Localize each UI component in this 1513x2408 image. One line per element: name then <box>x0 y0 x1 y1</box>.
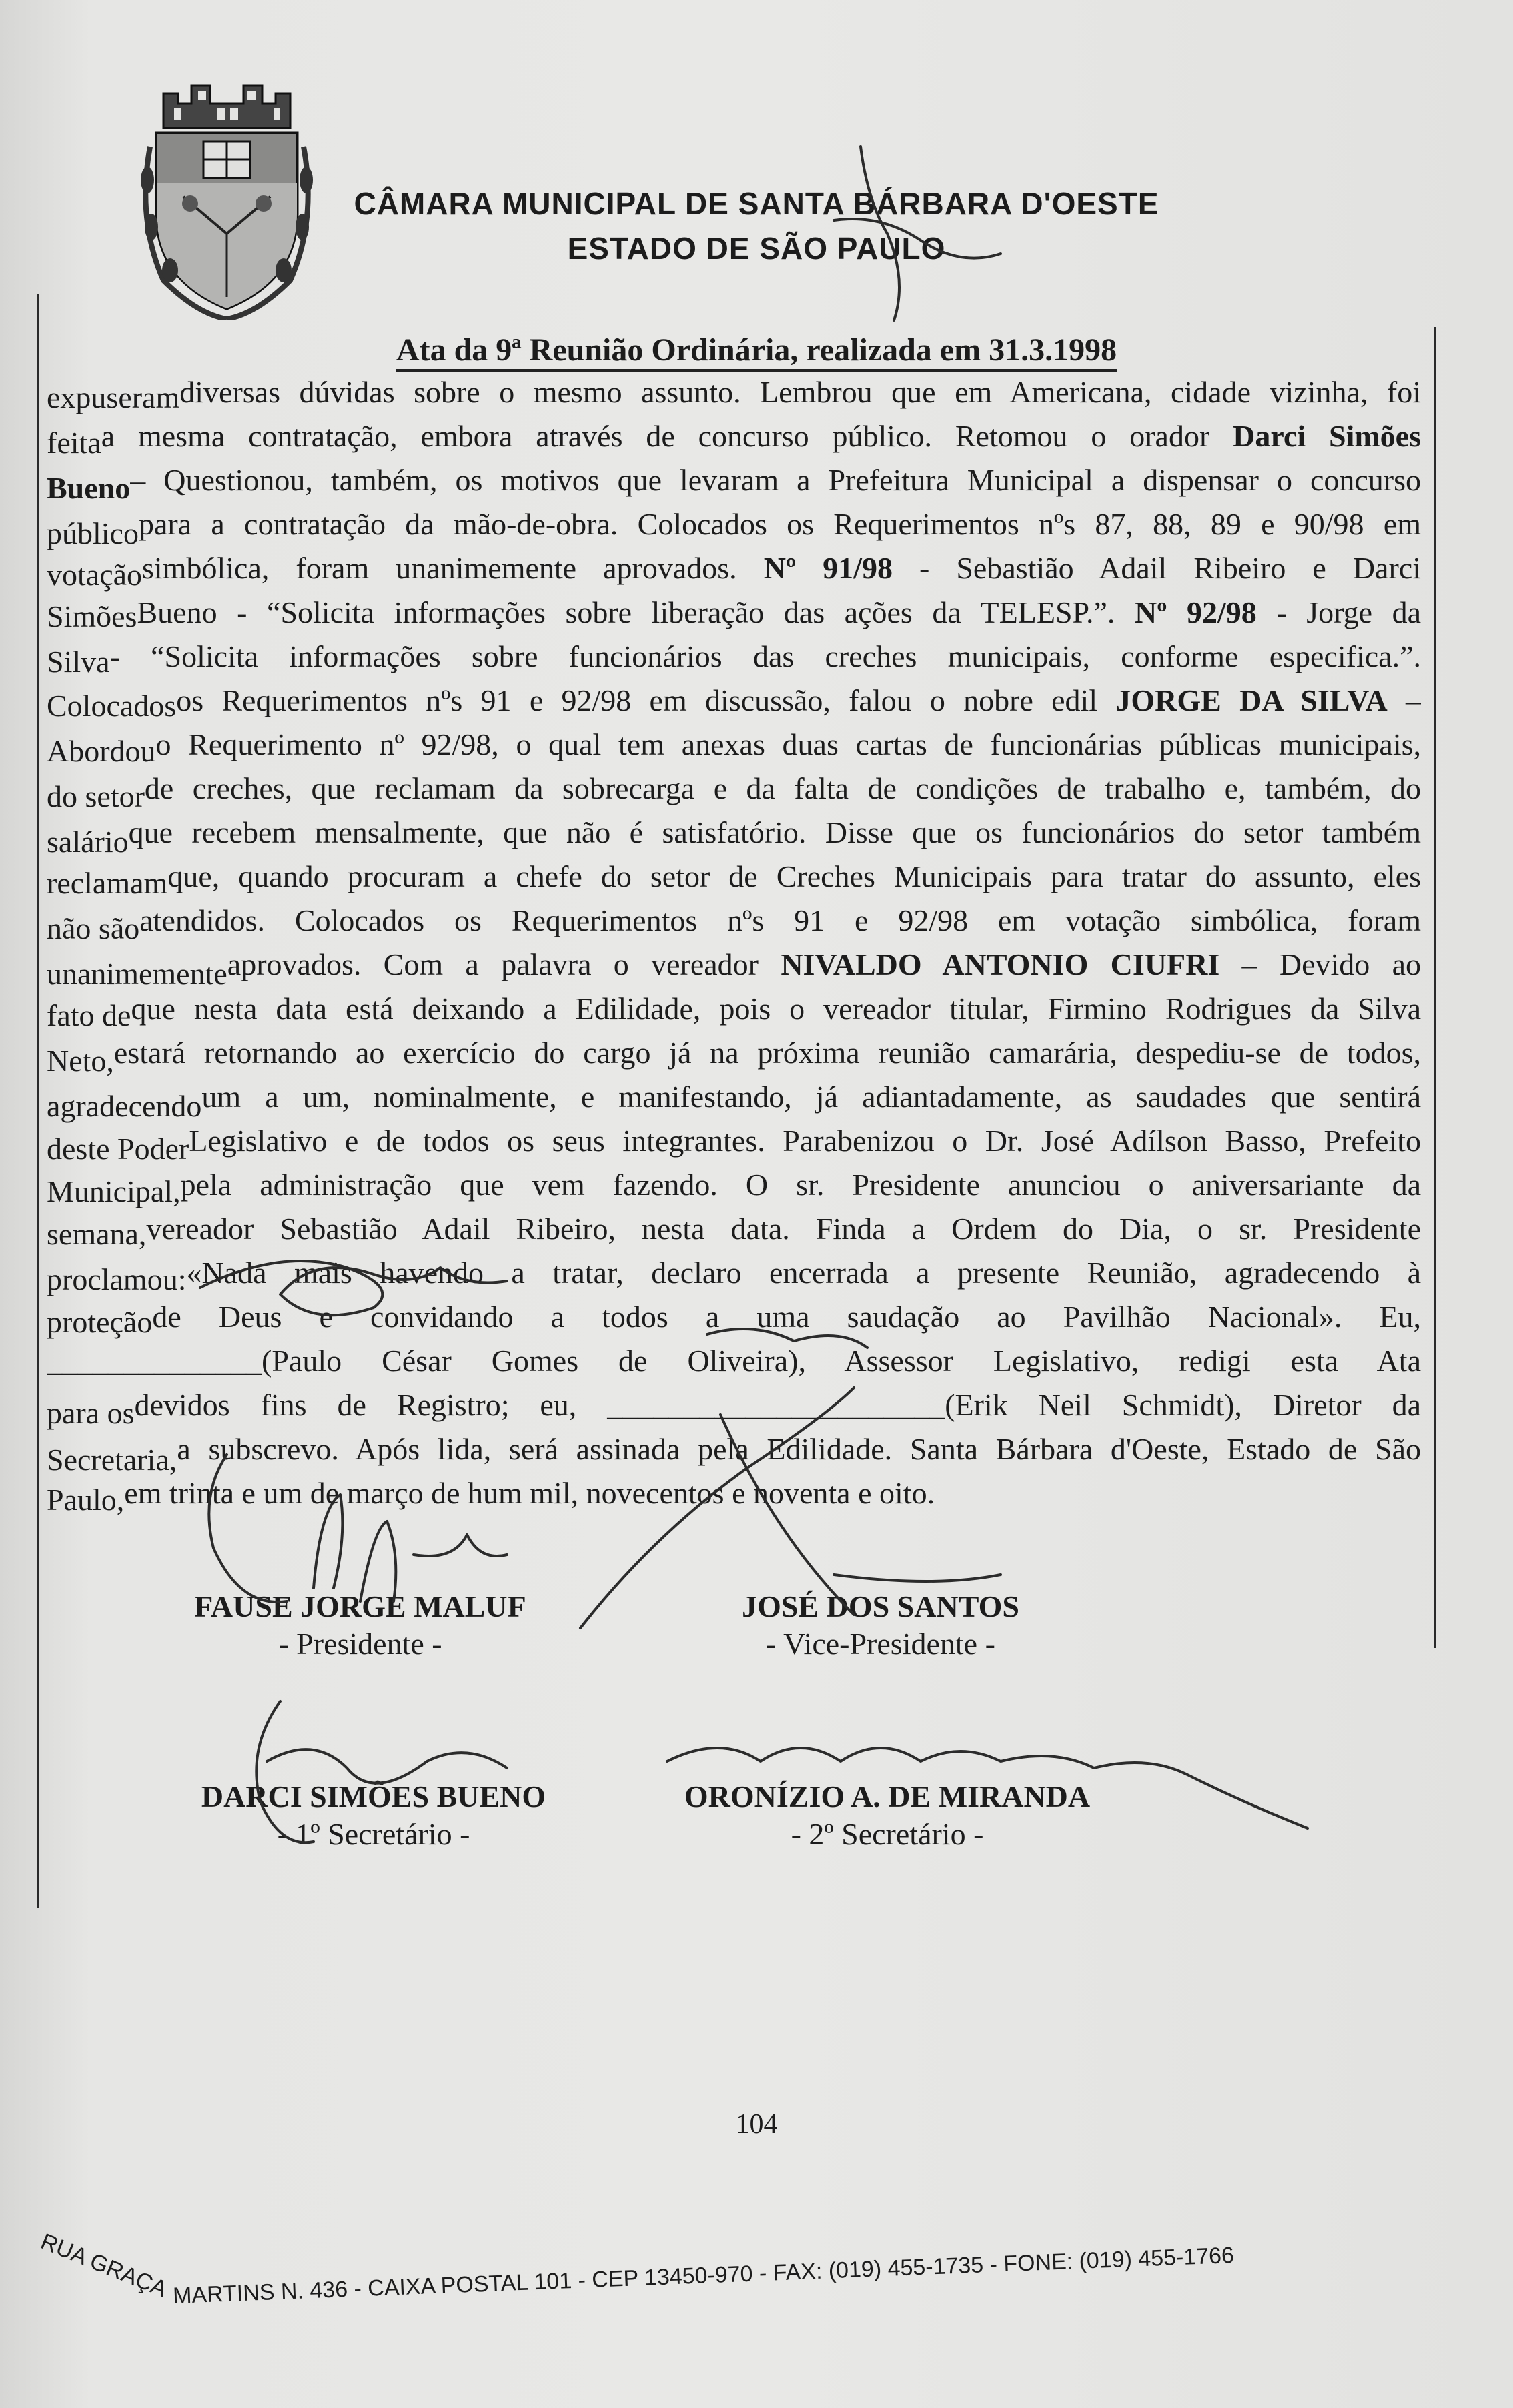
line-text <box>135 1383 1421 1427</box>
line-lead-word: Silva <box>47 645 110 679</box>
line-text <box>187 1251 1422 1295</box>
signatory-role: - Presidente - <box>278 1627 442 1661</box>
right-margin-rule <box>1434 327 1436 1648</box>
line-text <box>114 1031 1421 1075</box>
text-run: – Devido ao <box>1219 947 1421 981</box>
minutes-title-text: Ata da 9ª Reunião Ordinária, realizada em 31.3.1998 <box>396 332 1117 372</box>
line-lead-word: feita <box>47 426 101 460</box>
line-text <box>156 723 1421 767</box>
text-run: vereador Sebastião Adail Ribeiro, nesta data. Finda a Ordem do Dia, o sr. Presidente <box>146 1212 1421 1246</box>
text-run: Bueno - “Solicita informações sobre liberação das ações da TELESP.”. <box>137 595 1135 629</box>
signatory-role: - 1º Secretário - <box>277 1817 470 1851</box>
signatory-name: ORONÍZIO A. DE MIRANDA <box>684 1779 1091 1814</box>
text-run: Legislativo e de todos os seus integrantes. Parabenizou o Dr. José Adílson Basso, Prefeito <box>189 1124 1421 1158</box>
signatory-name: FAUSE JORGE MALUF <box>194 1589 526 1623</box>
text-run: pela administração que vem fazendo. O sr. Presidente anunciou o aniversariante da <box>180 1168 1421 1202</box>
text-run: - “Solicita informações sobre funcionários das creches municipais, conforme especifica.”. <box>109 639 1421 673</box>
line-lead-word: agradecendo <box>47 1089 202 1123</box>
line-lead-word: Colocados <box>47 689 177 723</box>
body-line <box>47 502 1421 550</box>
bold-text-run: Nº 92/98 <box>1135 595 1257 629</box>
text-run: atendidos. Colocados os Requerimentos nºs 91 e 92/98 em votação simbólica, foram <box>139 903 1421 937</box>
body-line <box>47 370 1421 414</box>
body-line <box>47 987 1421 1031</box>
line-lead-word: deste Poder <box>47 1132 189 1166</box>
line-lead-word: reclamam <box>47 866 168 900</box>
footer-address <box>37 2229 1448 2335</box>
line-lead-word: Bueno <box>47 471 131 505</box>
line-text <box>152 1295 1421 1339</box>
body-line <box>47 1295 1421 1339</box>
line-text <box>131 987 1421 1031</box>
line-lead-word: público <box>47 516 139 550</box>
signatory-vice-president <box>640 1588 1121 1663</box>
body-line <box>47 855 1421 899</box>
line-lead-word: semana, <box>47 1217 147 1251</box>
text-run: – <box>1387 683 1421 717</box>
body-line <box>47 1383 1421 1430</box>
bold-text-run: Nº 91/98 <box>763 551 893 585</box>
line-text <box>110 635 1421 679</box>
line-text <box>145 767 1421 811</box>
bold-text-run: NIVALDO ANTONIO CIUFRI <box>781 947 1220 981</box>
line-lead-word: para os <box>47 1396 135 1430</box>
text-run: ______________(Paulo César Gomes de Oliveira), Assessor Legislativo, redigi esta Ata <box>47 1344 1421 1378</box>
body-line <box>47 414 1421 458</box>
body-line <box>47 635 1421 679</box>
text-run: - Jorge da <box>1256 595 1421 629</box>
text-run: de creches, que reclamam da sobrecarga e da falta de condições de trabalho e, também, do <box>144 771 1421 805</box>
text-run: de Deus e convidando a todos a uma saudação ao Pavilhão Nacional». Eu, <box>152 1300 1421 1334</box>
signatory-role: - Vice-Presidente - <box>766 1627 995 1661</box>
line-lead-word: do setor <box>47 779 145 813</box>
text-run: a mesma contratação, embora através de concurso público. Retomou o orador <box>101 419 1233 453</box>
body-line <box>47 679 1421 723</box>
line-text <box>130 458 1421 502</box>
body-line <box>47 1251 1421 1295</box>
council-name-heading: CÂMARA MUNICIPAL DE SANTA BÁRBARA D'OESTE <box>354 186 1159 221</box>
line-text <box>47 1339 1421 1383</box>
body-line <box>47 1339 1421 1383</box>
line-lead-word: salário <box>47 825 129 859</box>
bold-text-run: Darci Simões <box>1233 419 1421 453</box>
body-line <box>47 1427 1421 1477</box>
line-text <box>124 1471 1421 1515</box>
line-text <box>179 370 1421 414</box>
minutes-body <box>47 370 1421 1515</box>
line-text <box>176 679 1421 723</box>
body-line <box>47 458 1421 505</box>
line-lead-word: fato de <box>47 998 131 1032</box>
left-margin-rule <box>37 294 39 1908</box>
line-lead-word: não são <box>47 911 140 945</box>
line-text <box>129 811 1421 855</box>
footer-street: RUA GRAÇA <box>37 2229 171 2303</box>
text-run: em trinta e um de março de hum mil, novecentos e noventa e oito. <box>124 1476 935 1510</box>
signatory-first-secretary <box>167 1778 580 1853</box>
body-line <box>47 899 1421 943</box>
line-lead-word: Paulo, <box>47 1483 125 1517</box>
line-lead-word: Municipal, <box>47 1174 181 1208</box>
body-line <box>47 590 1421 635</box>
text-run: diversas dúvidas sobre o mesmo assunto. Lembrou que em Americana, cidade vizinha, foi <box>179 375 1421 409</box>
line-text <box>189 1119 1421 1163</box>
body-line <box>47 1207 1421 1251</box>
footer-address-line: MARTINS N. 436 - CAIXA POSTAL 101 - CEP 13450-970 - FAX: (019) 455-1735 - FONE: (019) 455-1766 <box>172 2242 1235 2309</box>
line-text <box>177 1427 1421 1471</box>
signatory-name: DARCI SIMÕES BUENO <box>201 1779 546 1814</box>
body-line <box>47 1471 1421 1515</box>
signatory-second-secretary <box>647 1778 1127 1853</box>
signatory-role: - 2º Secretário - <box>791 1817 984 1851</box>
body-line <box>47 723 1421 767</box>
line-text <box>146 1207 1421 1251</box>
line-text <box>201 1075 1421 1119</box>
body-line <box>47 546 1421 590</box>
text-run: que recebem mensalmente, que não é satisfatório. Disse que os funcionários do setor também <box>128 815 1421 849</box>
text-run: devidos fins de Registro; eu, ______________________(Erik Neil Schmidt), Diretor da <box>134 1388 1421 1422</box>
text-run: que nesta data está deixando a Edilidade, pois o vereador titular, Firmino Rodrigues da Silva <box>131 991 1421 1026</box>
text-run: simbólica, foram unanimemente aprovados. <box>142 551 764 585</box>
line-lead-word: proclamou: <box>47 1262 187 1296</box>
line-text <box>167 855 1421 899</box>
body-line <box>47 767 1421 811</box>
state-name-heading: ESTADO DE SÃO PAULO <box>567 231 946 266</box>
text-run: «Nada mais havendo a tratar, declaro encerrada a presente Reunião, agradecendo à <box>186 1256 1421 1290</box>
signatory-president <box>173 1588 547 1663</box>
text-run: o Requerimento nº 92/98, o qual tem anexas duas cartas de funcionárias públicas municipais, <box>155 727 1421 761</box>
bold-text-run: JORGE DA SILVA <box>1115 683 1388 717</box>
body-line <box>47 943 1421 991</box>
text-run: – Questionou, também, os motivos que levaram a Prefeitura Municipal a dispensar o concurso <box>130 463 1421 497</box>
line-lead-word: votação <box>47 558 143 592</box>
line-lead-word: Abordou <box>47 734 156 768</box>
line-text <box>101 414 1421 458</box>
line-text <box>142 546 1421 590</box>
text-run: os Requerimentos nºs 91 e 92/98 em discussão, falou o nobre edil <box>176 683 1116 717</box>
body-line <box>47 1163 1421 1207</box>
page-number: 104 <box>735 2109 778 2140</box>
body-line <box>47 1119 1421 1166</box>
line-text <box>139 899 1421 943</box>
signatory-name: JOSÉ DOS SANTOS <box>742 1589 1019 1623</box>
body-line <box>47 1075 1421 1123</box>
line-text <box>139 502 1421 546</box>
line-lead-word: proteção <box>47 1305 153 1339</box>
line-text <box>181 1163 1421 1207</box>
text-run: um a um, nominalmente, e manifestando, já adiantadamente, as saudades que sentirá <box>201 1080 1421 1114</box>
text-run: que, quando procuram a chefe do setor de Creches Municipais para tratar do assunto, eles <box>167 859 1421 893</box>
line-text <box>227 943 1421 987</box>
body-line <box>47 1031 1421 1078</box>
body-line <box>47 811 1421 859</box>
line-lead-word: Secretaria, <box>47 1443 177 1477</box>
line-lead-word: unanimemente <box>47 957 227 991</box>
text-run: aprovados. Com a palavra o vereador <box>227 947 781 981</box>
line-text <box>137 590 1421 635</box>
text-run: - Sebastião Adail Ribeiro e Darci <box>892 551 1421 585</box>
minutes-title <box>0 332 1513 368</box>
text-run: estará retornando ao exercício do cargo já na próxima reunião camarária, despediu-se de todos, <box>113 1036 1421 1070</box>
line-lead-word: Simões <box>47 599 137 633</box>
line-lead-word: Neto, <box>47 1044 114 1078</box>
line-lead-word: expuseram <box>47 380 180 414</box>
text-run: a subscrevo. Após lida, será assinada pela Edilidade. Santa Bárbara d'Oeste, Estado de São <box>177 1432 1421 1466</box>
text-run: para a contratação da mão-de-obra. Colocados os Requerimentos nºs 87, 88, 89 e 90/98 em <box>138 507 1421 541</box>
